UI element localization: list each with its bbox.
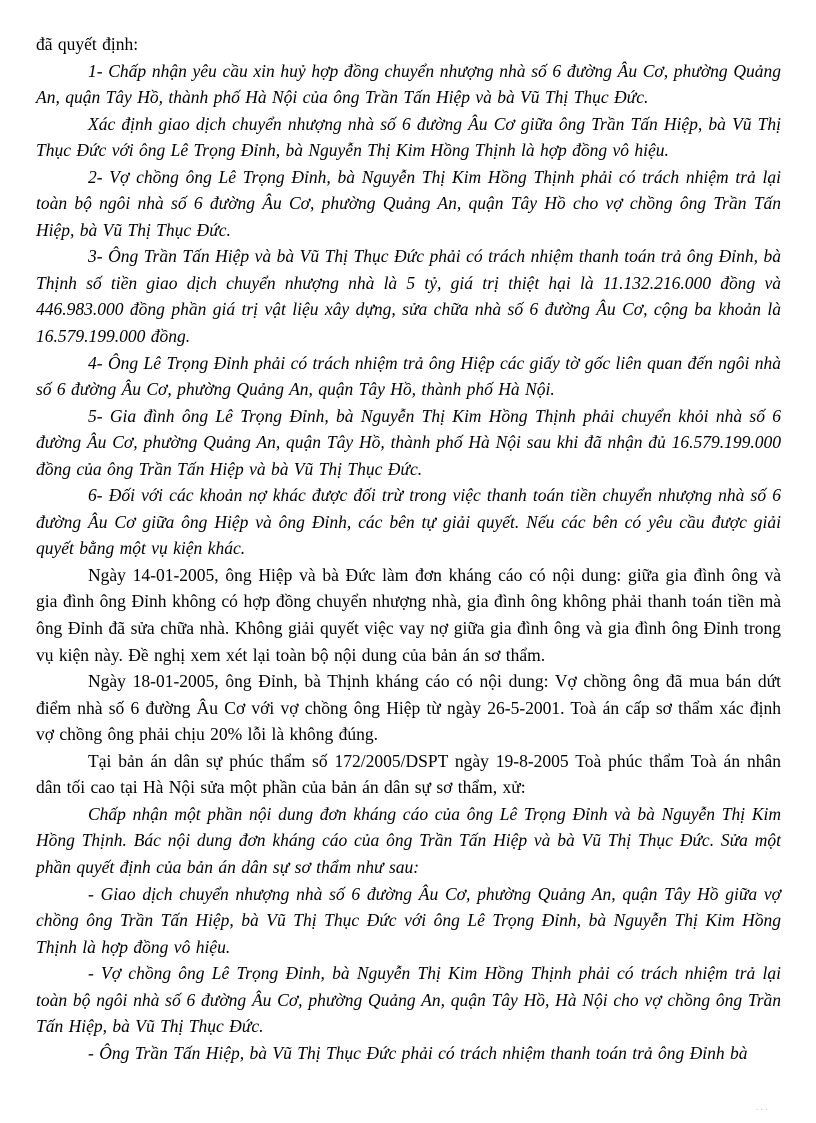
appeal-paragraph-hiep: Ngày 14-01-2005, ông Hiệp và bà Đức làm đơn kháng cáo có nội dung: giữa gia đình ông và gia đình ông Đỉnh không có hợp đồng chuyển nhượng nhà, gia đình ông không phải thanh toán tiền mà ông Đỉnh đã sửa chữa nhà. Không giải quyết việc vay nợ giữa gia đình ông và gia đình ông Đỉnh trong vụ kiện này. Đề nghị xem xét lại toàn bộ nội dung của bản án sơ thẩm. <box>36 564 781 665</box>
decision-clause-4: 4- Ông Lê Trọng Đỉnh phải có trách nhiệm trả ông Hiệp các giấy tờ gốc liên quan đến ngôi nhà số 6 đường Âu Cơ, phường Quảng An, quận Tây Hồ, thành phố Hà Nội. <box>36 352 781 400</box>
faint-dots-artifact: ... <box>755 1101 770 1114</box>
decision-clause-5: 5- Gia đình ông Lê Trọng Đỉnh, bà Nguyễn Thị Kim Hồng Thịnh phải chuyển khỏi nhà số 6 đường Âu Cơ, phường Quảng An, quận Tây Hồ, thành phố Hà Nội sau khi đã nhận đủ 16.579.199.000 đồng của ông Trần Tấn Hiệp và bà Vũ Thị Thục Đức. <box>36 405 781 479</box>
appellate-judgment-intro: Tại bản án dân sự phúc thẩm số 172/2005/DSPT ngày 19-8-2005 Toà phúc thẩm Toà án nhân dân tối cao tại Hà Nội sửa một phần của bản án dân sự sơ thẩm, xử: <box>36 750 781 798</box>
decision-clause-3: 3- Ông Trần Tấn Hiệp và bà Vũ Thị Thục Đức phải có trách nhiệm thanh toán trả ông Đỉnh, bà Thịnh số tiền giao dịch chuyển nhượng nhà là 5 tỷ, giá trị thiệt hại là 11.132.216.000 đồng và 446.983.000 đồng phần giá trị vật liệu xây dựng, sửa chữa nhà số 6 đường Âu Cơ, cộng ba khoản là 16.579.199.000 đồng. <box>36 246 781 347</box>
decision-clause-1b: Xác định giao dịch chuyển nhượng nhà số 6 đường Âu Cơ giữa ông Trần Tấn Hiệp, bà Vũ Thị Thục Đức với ông Lê Trọng Đỉnh, bà Nguyễn Thị Kim Hồng Thịnh là hợp đồng vô hiệu. <box>36 113 781 161</box>
decision-clause-2: 2- Vợ chồng ông Lê Trọng Đỉnh, bà Nguyễn Thị Kim Hồng Thịnh phải có trách nhiệm trả lại toàn bộ ngôi nhà số 6 đường Âu Cơ, phường Quảng An, quận Tây Hồ cho vợ chồng ông Trần Tấn Hiệp, bà Vũ Thị Thục Đức. <box>36 166 781 240</box>
appeal-paragraph-dinh: Ngày 18-01-2005, ông Đỉnh, bà Thịnh kháng cáo có nội dung: Vợ chồng ông đã mua bán dứt điểm nhà số 6 đường Âu Cơ với vợ chồng ông Hiệp từ ngày 26-5-2001. Toà án cấp sơ thẩm xác định vợ chồng ông phải chịu 20% lỗi là không đúng. <box>36 671 781 745</box>
ruling-item-2: - Vợ chồng ông Lê Trọng Đỉnh, bà Nguyễn Thị Kim Hồng Thịnh phải có trách nhiệm trả lại toàn bộ ngôi nhà số 6 đường Âu Cơ, phường Quảng An, quận Tây Hồ, Hà Nội cho vợ chồng ông Trần Tấn Hiệp, bà Vũ Thị Thục Đức. <box>36 963 781 1037</box>
intro-line: đã quyết định: <box>36 34 139 54</box>
appellate-ruling-summary: Chấp nhận một phần nội dung đơn kháng cáo của ông Lê Trọng Đỉnh và bà Nguyễn Thị Kim Hồng Thịnh. Bác nội dung đơn kháng cáo của ông Trần Tấn Hiệp và bà Vũ Thị Thục Đức. Sửa một phần quyết định của bản án dân sự sơ thẩm như sau: <box>36 803 781 877</box>
decision-clause-6: 6- Đối với các khoản nợ khác được đối trừ trong việc thanh toán tiền chuyển nhượng nhà số 6 đường Âu Cơ giữa ông Hiệp và ông Đỉnh, các bên tự giải quyết. Nếu các bên có yêu cầu được giải quyết bằng một vụ kiện khác. <box>36 485 781 559</box>
ruling-item-1: - Giao dịch chuyển nhượng nhà số 6 đường Âu Cơ, phường Quảng An, quận Tây Hồ giữa vợ chồng ông Trần Tấn Hiệp, bà Vũ Thị Thục Đức với ông Lê Trọng Đỉnh, bà Nguyễn Thị Kim Hồng Thịnh là hợp đồng vô hiệu. <box>36 883 781 957</box>
ruling-item-3: - Ông Trần Tấn Hiệp, bà Vũ Thị Thục Đức phải có trách nhiệm thanh toán trả ông Đỉnh bà <box>88 1042 748 1063</box>
decision-clause-1: 1- Chấp nhận yêu cầu xin huỷ hợp đồng chuyển nhượng nhà số 6 đường Âu Cơ, phường Quảng An, quận Tây Hồ, thành phố Hà Nội của ông Trần Tấn Hiệp và bà Vũ Thị Thục Đức. <box>36 60 781 108</box>
